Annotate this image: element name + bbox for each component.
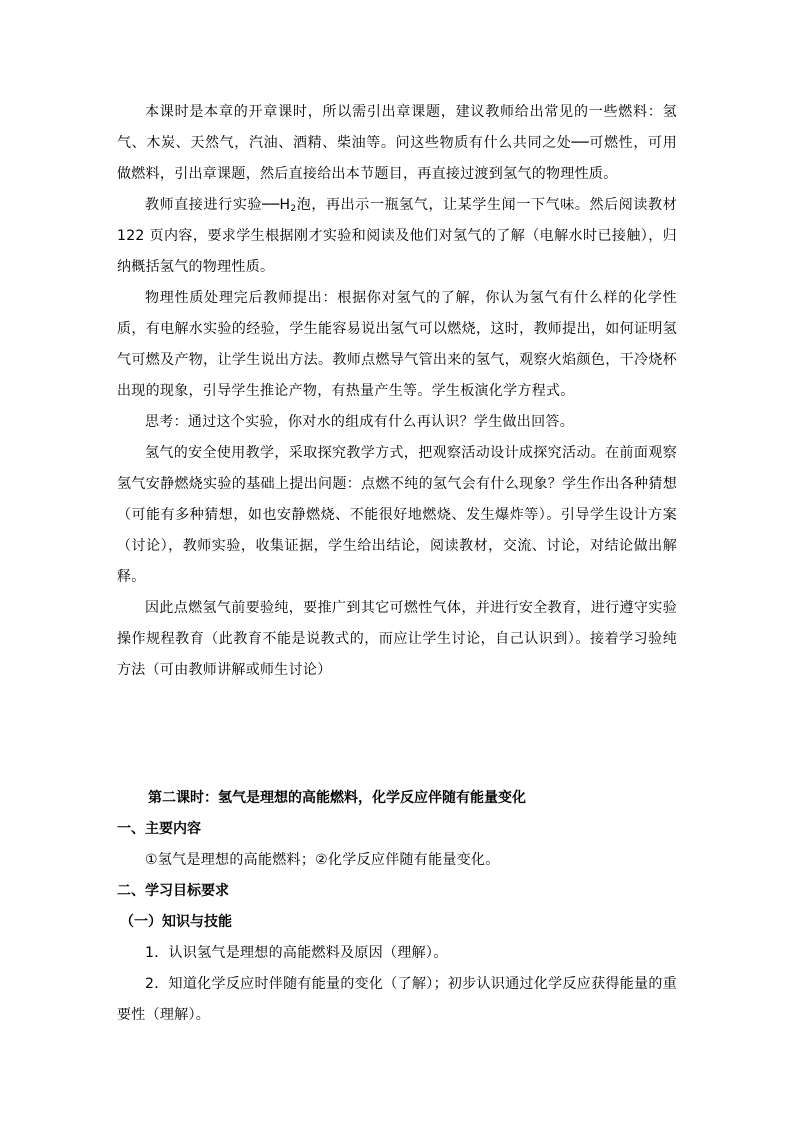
section-spacer — [117, 686, 677, 783]
paragraph-safety: 氢气的安全使用教学，采取探究教学方式，把观察活动设计成探究活动。在前面观察氢气安静燃烧实验的基础上提出问题：点燃不纯的氢气会有什么现象？学生作出各种猜想（可能有多种猜想，如也安静燃烧、不能很好地燃烧、发生爆炸等）。引导学生设计方案（讨论），教师实验，收集证据，学生给出结论，阅读教材，交流、讨论，对结论做出解释。 — [117, 445, 677, 585]
paragraph-chemical-properties: 物理性质处理完后教师提出：根据你对氢气的了解，你认为氢气有什么样的化学性质，有电解水实验的经验，学生能容易说出氢气可以燃烧，这时，教师提出，如何证明氢气可燃及产物，让学生说出方法。教师点燃导气管出来的氢气，观察火焰颜色，干冷烧杯出现的现象，引导学生推论产物，有热量产生等。学生板演化学方程式。 — [117, 290, 677, 399]
experiment-text-part2: 泡，再出示一瓶氢气，让某学生闻一下气味。然后阅读教材 122 页内容，要求学生根据刚才实验和阅读及他们对氢气的了解（电解水时已接触），归纳概括氢气的物理性质。 — [117, 197, 677, 275]
experiment-text-part1: 教师直接进行实验──H — [145, 197, 291, 213]
paragraph-intro: 本课时是本章的开章课时，所以需引出章课题，建议教师给出常见的一些燃料：氢气、木炭、天然气，汽油、酒精、柴油等。问这些物质有什么共同之处──可燃性，可用做燃料，引出章课题，然后直接给出本节题目，再直接过渡到氢气的物理性质。 — [117, 104, 677, 182]
section2-heading: 二、学习目标要求 — [117, 883, 229, 899]
section1-content: ①氢气是理想的高能燃料；②化学反应伴随有能量变化。 — [145, 852, 500, 868]
paragraph-thinking: 思考：通过这个实验，你对水的组成有什么再认识？学生做出回答。 — [145, 414, 574, 430]
h2-subscript: 2 — [290, 204, 297, 214]
objective-item-1: 1．认识氢气是理想的高能燃料及原因（理解）。 — [145, 945, 448, 961]
section1-heading: 一、主要内容 — [117, 821, 201, 837]
paragraph-purity-check: 因此点燃氢气前要验纯，要推广到其它可燃性气体，并进行安全教育，进行遵守实验操作规程教育（此教育不能是说教式的，而应让学生讨论，自己认识到）。接着学习验纯方法（可由教师讲解或师生讨论） — [117, 600, 677, 678]
lesson2-title: 第二课时：氢气是理想的高能燃料，化学反应伴随有能量变化 — [148, 790, 526, 806]
subsection-heading: （一）知识与技能 — [120, 914, 232, 930]
objective-item-2: 2．知道化学反应时伴随有能量的变化（了解）；初步认识通过化学反应获得能量的重要性（理解）。 — [117, 976, 677, 1023]
document-content — [117, 97, 677, 1031]
paragraph-experiment — [117, 190, 677, 283]
